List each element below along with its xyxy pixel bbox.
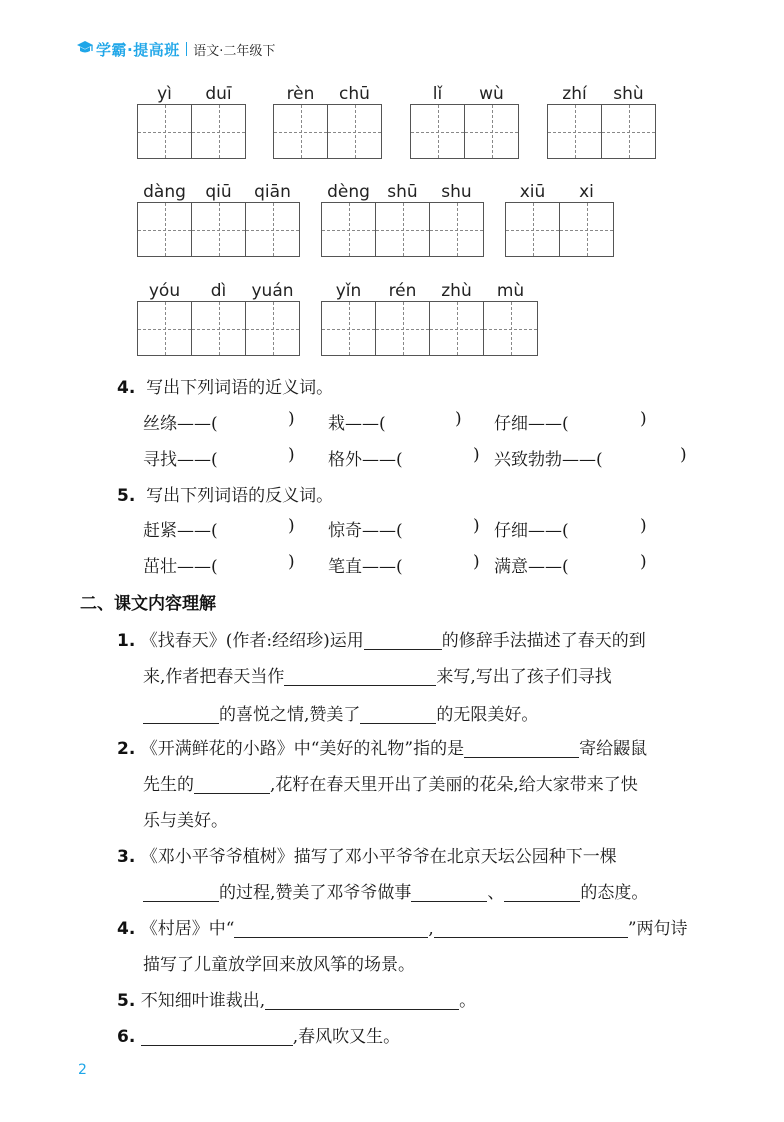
- writing-box[interactable]: [273, 104, 328, 159]
- subject-label: 语文·二年级下: [193, 43, 276, 59]
- writing-box[interactable]: [321, 301, 376, 356]
- pinyin-syllable: dì: [210, 281, 227, 301]
- writing-box[interactable]: [547, 104, 602, 159]
- pinyin-syllable: chū: [339, 84, 370, 104]
- pinyin-syllable: yì: [157, 84, 172, 104]
- writing-box[interactable]: [375, 202, 430, 257]
- brand-title: 学霸·提高班: [96, 40, 180, 59]
- answer-blank[interactable]: [141, 1027, 293, 1046]
- writing-box[interactable]: [429, 301, 484, 356]
- writing-box[interactable]: [483, 301, 538, 356]
- pinyin-syllable: qiū: [205, 182, 232, 202]
- answer-blank[interactable]: [504, 883, 580, 902]
- pinyin-syllable: qiān: [254, 182, 291, 202]
- item-2-line-2: 先生的 ,花籽在春天里开出了美丽的花朵,给大家带来了快: [143, 775, 638, 795]
- answer-blank[interactable]: [194, 775, 270, 794]
- answer-blank[interactable]: [143, 883, 219, 902]
- answer-blank[interactable]: [234, 919, 428, 938]
- writing-box[interactable]: [429, 202, 484, 257]
- answer-blank[interactable]: [284, 667, 436, 686]
- answer-blank[interactable]: [464, 739, 579, 758]
- pinyin-syllable: shù: [613, 84, 644, 104]
- item-1-line-3: 的喜悦之情,赞美了 的无限美好。: [143, 700, 538, 725]
- writing-box[interactable]: [137, 301, 192, 356]
- pinyin-syllable: shu: [441, 182, 472, 202]
- writing-box[interactable]: [321, 202, 376, 257]
- answer-blank[interactable]: [364, 631, 442, 650]
- pinyin-syllable: duī: [205, 84, 232, 104]
- pinyin-syllable: wù: [479, 84, 504, 104]
- item-1-line-2: 来,作者把春天当作 来写,写出了孩子们寻找: [143, 667, 612, 687]
- answer-blank[interactable]: [360, 705, 436, 724]
- item-4-line-1: 4. 《村居》中“ , ”两句诗: [117, 919, 688, 939]
- item-5-line-1: 5. 不知细叶谁裁出, 。: [117, 991, 477, 1011]
- writing-box[interactable]: [245, 202, 300, 257]
- answer-blank[interactable]: [411, 883, 487, 902]
- page-number: 2: [78, 1062, 87, 1078]
- writing-box[interactable]: [137, 104, 192, 159]
- graduation-cap-icon: [76, 39, 94, 59]
- pinyin-syllable: yǐn: [335, 281, 362, 301]
- item-2-line-1: 2. 《开满鲜花的小路》中“美好的礼物”指的是 寄给鼹鼠: [117, 739, 648, 759]
- item-6-line-1: 6. ,春风吹又生。: [117, 1027, 401, 1047]
- writing-box[interactable]: [137, 202, 192, 257]
- answer-blank[interactable]: [143, 705, 219, 724]
- pinyin-syllable: xiū: [519, 182, 546, 202]
- item-4-line-2: 描写了儿童放学回来放风筝的场景。: [143, 955, 415, 975]
- item-1-line-1: 1. 《找春天》(作者:经绍珍)运用 的修辞手法描述了春天的到: [117, 631, 646, 651]
- writing-box[interactable]: [410, 104, 465, 159]
- answer-blank[interactable]: [265, 991, 459, 1010]
- question-5-title: 5. 写出下列词语的反义词。: [117, 486, 334, 506]
- writing-box[interactable]: [505, 202, 560, 257]
- pinyin-syllable: yóu: [148, 281, 181, 301]
- writing-box[interactable]: [327, 104, 382, 159]
- pinyin-syllable: dèng: [327, 182, 370, 202]
- writing-box[interactable]: [191, 104, 246, 159]
- pinyin-syllable: zhù: [441, 281, 472, 301]
- writing-box[interactable]: [559, 202, 614, 257]
- pinyin-syllable: zhí: [562, 84, 587, 104]
- pinyin-syllable: rèn: [286, 84, 315, 104]
- answer-blank[interactable]: [434, 919, 628, 938]
- pinyin-syllable: dàng: [143, 182, 186, 202]
- question-4-title: 4. 写出下列词语的近义词。: [117, 378, 334, 398]
- page-header: [76, 36, 275, 62]
- writing-box[interactable]: [464, 104, 519, 159]
- pinyin-syllable: mù: [496, 281, 525, 301]
- item-3-line-2: 的过程,赞美了邓爷爷做事 、 的态度。: [143, 878, 648, 903]
- pinyin-syllable: rén: [388, 281, 417, 301]
- writing-box[interactable]: [601, 104, 656, 159]
- pinyin-syllable: shū: [387, 182, 418, 202]
- pinyin-syllable: xi: [579, 182, 594, 202]
- item-2-line-3: 乐与美好。: [143, 811, 228, 831]
- writing-box[interactable]: [191, 202, 246, 257]
- item-3-line-1: 3. 《邓小平爷爷植树》描写了邓小平爷爷在北京天坛公园种下一棵: [117, 847, 617, 867]
- writing-box[interactable]: [245, 301, 300, 356]
- writing-box[interactable]: [191, 301, 246, 356]
- header-divider: [186, 42, 188, 56]
- section-2-heading: 二、课文内容理解: [80, 594, 216, 614]
- pinyin-syllable: lǐ: [432, 84, 443, 104]
- pinyin-syllable: yuán: [251, 281, 294, 301]
- writing-box[interactable]: [375, 301, 430, 356]
